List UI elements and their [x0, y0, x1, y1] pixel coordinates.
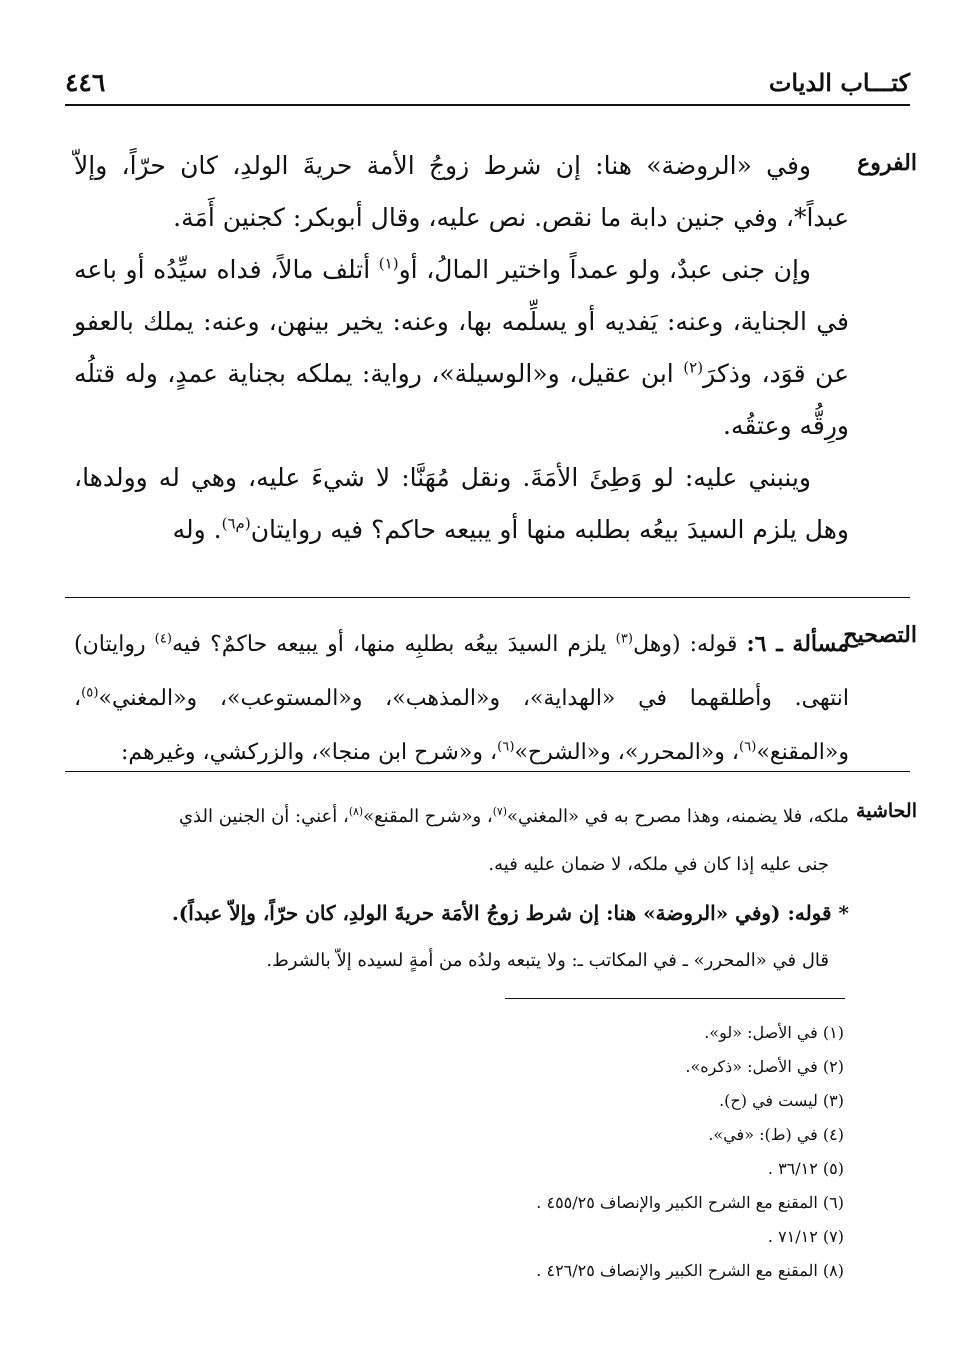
page-header: [65, 68, 910, 104]
footnote: (٨) المقنع مع الشرح الكبير والإنصاف ٤٢٦/٢٥ .: [536, 1261, 844, 1280]
hashiya-text: [74, 793, 849, 985]
footnote-ref: (١): [378, 254, 399, 273]
footnote-ref: (٦): [497, 739, 515, 755]
header-rule: [65, 104, 910, 106]
footnotes: [144, 1016, 844, 1288]
footnote: (٧) ٧١/١٢ .: [767, 1227, 844, 1246]
footnote-ref: (٦): [739, 739, 757, 755]
section-label-hashiya: الحاشية: [856, 800, 917, 822]
page-number: ٤٤٦: [65, 68, 106, 97]
hashiya-line-1: [74, 793, 849, 841]
main-paragraph-3: [74, 452, 849, 556]
text-run: وينبني عليه: لو وَطِئَ الأمَةَ. ونقل مُهَنَّا: لا شيءَ عليه، وهي له وولدها، وهل يلزم السيدَ بيعُه بطلبه منها أو يبيعه حاكم؟ فيه روايتان: [74, 463, 849, 544]
footnote-ref: (٧): [492, 805, 507, 818]
footnote-ref: (م٦): [221, 514, 251, 533]
text-run: . وله: [172, 515, 222, 544]
footnote-ref: (٤): [154, 631, 173, 647]
text-run: يلزم السيدَ بيعُه بطلبِه منها، أو يبيعه حاكمٌ؟ فيه: [172, 632, 616, 657]
footnote-ref: (٥): [81, 685, 99, 701]
main-text: [74, 140, 849, 556]
section-label-furu: الفروع: [857, 150, 917, 176]
footnote: (٣) ليست في (ح).: [719, 1091, 844, 1110]
text-run: ، أعني: أن الجنين الذي: [178, 806, 349, 827]
text-run: أتلف مالاً، فداه سيِّدُه أو باعه في الجناية، وعنه: يَفديه أو يسلِّمه بها، وعنه: يخير بينهن، وعنه: يملك بالعفو عن قوَد، وذكرَ: [74, 255, 850, 388]
text-run: ابن عقيل، و«الوسيلة»، رواية: يملكه بجناية عمدٍ، وله قتلُه ورِقُّه وعتقُه.: [74, 359, 849, 440]
footnote: (٤) في (ط): «في».: [708, 1125, 844, 1144]
main-paragraph-1: وفي «الروضة» هنا: إن شرط زوجُ الأمة حريةَ الولدِ، كان حرّاً، وإلاّ عبداً*، وفي جنين دابة ما نقص. نص عليه، وقال أبوبكر: كجنين أَمَة.: [74, 151, 849, 232]
tashih-text: [74, 617, 849, 780]
footnote: (٢) في الأصل: «ذكره».: [685, 1057, 844, 1076]
text-run: ، و«المقنع»: [74, 686, 849, 765]
section-divider-hashiya: [65, 771, 910, 772]
hashiya-line-4: قال في «المحرر» ـ في المكاتب ـ: ولا يتبعه ولدُه من أمةٍ لسيده إلاّ بالشرط.: [266, 950, 829, 971]
text-run: ، و«شرح ابن منجا»، والزركشي، وغيرهم:: [120, 740, 498, 765]
footnote: (١) في الأصل: «لو».: [704, 1023, 844, 1042]
footnote-ref: (٣): [615, 631, 634, 647]
hashiya-quote: * قوله: (وفي «الروضة» هنا: إن شرط زوجُ الأمَة حريةَ الولدِ، كان حرّاً، وإلاّ عبداً).: [171, 901, 849, 925]
footnote: (٥) ٣٦/١٢ .: [767, 1159, 844, 1178]
text-run: روايتان) انتهى. وأطلقهما في «الهداية»، و«المذهب»، و«المستوعب»، و«المغني»: [74, 632, 849, 711]
footnote: (٦) المقنع مع الشرح الكبير والإنصاف ٤٥٥/٢٥ .: [536, 1193, 844, 1212]
issue-number: مسألة ـ ٦:: [746, 631, 850, 657]
text-run: ، و«المحرر»، و«الشرح»: [514, 740, 740, 765]
text-run: قوله: (وهل: [633, 632, 747, 657]
footnote-rule: [505, 998, 845, 999]
text-run: ، و«شرح المقنع»: [363, 806, 493, 827]
footnote-ref: (٨): [348, 805, 364, 818]
section-divider-tashih: [65, 597, 910, 598]
text-run: وإن جنى عبدٌ، ولو عمداً واختير المالُ، أو: [398, 255, 811, 284]
main-paragraph-2: [74, 244, 849, 452]
text-run: ملكه، فلا يضمنه، وهذا مصرح به في «المغني»: [506, 806, 849, 827]
section-label-tashih: التصحيح: [843, 622, 917, 648]
footnote-ref: (٢): [683, 358, 704, 377]
hashiya-line-2: جنى عليه إذا كان في ملكه، لا ضمان عليه فيه.: [488, 854, 829, 875]
running-title: كتـــاب الديات: [768, 68, 910, 97]
